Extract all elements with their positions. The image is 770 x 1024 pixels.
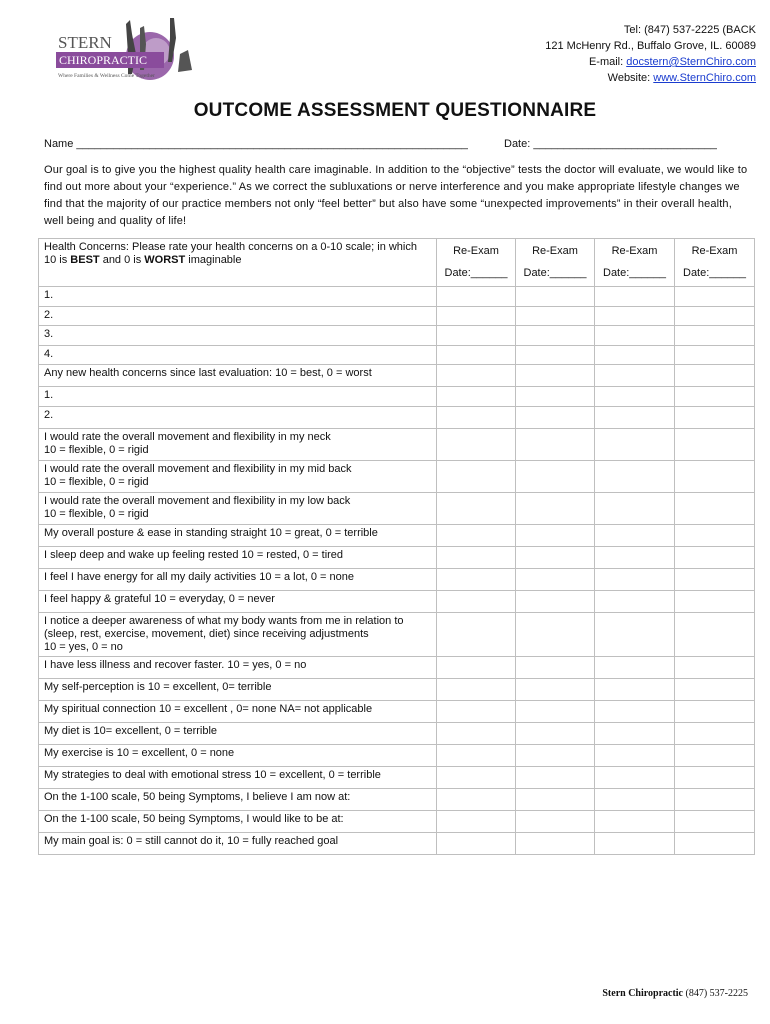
reexam-col-1	[437, 239, 516, 287]
answer-cell[interactable]	[437, 547, 516, 569]
website-link[interactable]: www.SternChiro.com	[653, 72, 756, 84]
question-cell	[39, 461, 437, 493]
table-row	[39, 789, 755, 811]
answer-cell[interactable]	[516, 723, 595, 745]
logo-name-top: STERN	[58, 33, 112, 52]
answer-cell[interactable]	[516, 745, 595, 767]
answer-cell[interactable]	[516, 287, 595, 307]
answer-cell[interactable]	[437, 723, 516, 745]
answer-cell[interactable]	[437, 307, 516, 326]
email-link[interactable]: docstern@SternChiro.com	[626, 56, 756, 68]
table-header-row	[39, 239, 755, 287]
answer-cell[interactable]	[595, 387, 675, 407]
question-cell	[39, 723, 437, 745]
question-text: 2.	[44, 409, 54, 421]
table-row	[39, 287, 755, 307]
answer-cell[interactable]	[675, 346, 755, 365]
question-text: On the 1-100 scale, 50 being Symptoms, I believe I am now at:	[44, 791, 351, 803]
answer-cell[interactable]	[595, 789, 675, 811]
question-cell	[39, 307, 437, 326]
table-row	[39, 407, 755, 429]
answer-cell[interactable]	[595, 493, 675, 525]
answer-cell[interactable]	[437, 745, 516, 767]
reexam-col-3	[595, 239, 675, 287]
header-text-mid: and 0 is	[99, 254, 145, 266]
question-cell	[39, 287, 437, 307]
question-cell	[39, 657, 437, 679]
question-cell	[39, 407, 437, 429]
table-row	[39, 387, 755, 407]
answer-cell[interactable]	[675, 429, 755, 461]
question-cell	[39, 591, 437, 613]
name-field[interactable]: Name ________________________________________________________________	[44, 138, 468, 150]
answer-cell[interactable]	[675, 525, 755, 547]
question-cell	[39, 346, 437, 365]
answer-cell[interactable]	[516, 461, 595, 493]
answer-cell[interactable]	[675, 679, 755, 701]
name-date-row	[44, 138, 744, 150]
answer-cell[interactable]	[675, 287, 755, 307]
reexam-date[interactable]: Date:______	[683, 267, 746, 279]
answer-cell[interactable]	[595, 407, 675, 429]
answer-cell[interactable]	[437, 429, 516, 461]
table-row	[39, 365, 755, 387]
answer-cell[interactable]	[437, 461, 516, 493]
answer-cell[interactable]	[595, 767, 675, 789]
table-row	[39, 657, 755, 679]
reexam-label: Re-Exam	[691, 245, 738, 257]
reexam-date[interactable]: Date:______	[603, 267, 666, 279]
question-cell	[39, 767, 437, 789]
reexam-col-4	[675, 239, 755, 287]
answer-cell[interactable]	[437, 657, 516, 679]
question-text: 1.	[44, 289, 54, 301]
question-text: I sleep deep and wake up feeling rested 10 = rested, 0 = tired	[44, 549, 344, 561]
date-field[interactable]: Date: ______________________________	[504, 138, 717, 150]
table-row	[39, 679, 755, 701]
answer-cell[interactable]	[675, 307, 755, 326]
answer-cell[interactable]	[595, 679, 675, 701]
answer-cell[interactable]	[675, 326, 755, 346]
question-cell	[39, 493, 437, 525]
question-text: My main goal is: 0 = still cannot do it, 10 = fully reached goal	[44, 835, 339, 847]
header-text-post: imaginable	[185, 254, 242, 266]
answer-cell[interactable]	[595, 811, 675, 833]
answer-cell[interactable]	[595, 429, 675, 461]
reexam-date[interactable]: Date:______	[444, 267, 508, 279]
answer-cell[interactable]	[595, 287, 675, 307]
question-cell	[39, 387, 437, 407]
answer-cell[interactable]	[516, 789, 595, 811]
question-text: Any new health concerns since last evaluation: 10 = best, 0 = worst	[44, 367, 372, 379]
answer-cell[interactable]	[595, 723, 675, 745]
question-text: My strategies to deal with emotional stress 10 = excellent, 0 = terrible	[44, 769, 381, 781]
intro-paragraph: Our goal is to give you the highest quality health care imaginable. In addition to the “objective” tests the doctor will evaluate, we would like to find out more about your “experience.” As we correct the subluxations or nerve interference and you make appropriate lifestyle changes we find that the majority of our practice members not only “feel better” but also have some “unexpected improvements” in their overall health, well being and quality of life!	[44, 164, 748, 227]
table-row	[39, 307, 755, 326]
question-text: I feel happy & grateful 10 = everyday, 0 = never	[44, 593, 275, 605]
answer-cell[interactable]	[595, 657, 675, 679]
answer-cell[interactable]	[516, 326, 595, 346]
answer-cell[interactable]	[675, 461, 755, 493]
answer-cell[interactable]	[516, 701, 595, 723]
answer-cell[interactable]	[516, 307, 595, 326]
answer-cell[interactable]	[595, 326, 675, 346]
answer-cell[interactable]	[437, 613, 516, 657]
logo-tagline: Where Families & Wellness Come Together	[58, 73, 155, 79]
question-cell	[39, 429, 437, 461]
answer-cell[interactable]	[675, 701, 755, 723]
table-row	[39, 613, 755, 657]
answer-cell[interactable]	[516, 657, 595, 679]
reexam-col-2	[516, 239, 595, 287]
header-best: BEST	[70, 254, 100, 266]
question-cell	[39, 833, 437, 855]
question-text: My exercise is 10 = excellent, 0 = none	[44, 747, 235, 759]
header-text-pre: Health Concerns: Please rate your health concerns on a 0-10 scale; in which 10 is	[44, 241, 417, 266]
question-text: 4.	[44, 348, 54, 360]
answer-cell[interactable]	[516, 569, 595, 591]
question-text: My overall posture & ease in standing straight 10 = great, 0 = terrible	[44, 527, 378, 539]
table-row	[39, 745, 755, 767]
logo-graphic	[52, 14, 202, 86]
question-text: I would rate the overall movement and flexibility in my low back	[44, 495, 351, 507]
question-cell	[39, 789, 437, 811]
answer-cell[interactable]	[675, 745, 755, 767]
answer-cell[interactable]	[675, 723, 755, 745]
question-text: 3.	[44, 328, 54, 340]
question-cell	[39, 525, 437, 547]
table-row	[39, 767, 755, 789]
answer-cell[interactable]	[595, 346, 675, 365]
answer-cell[interactable]	[437, 591, 516, 613]
answer-cell[interactable]	[516, 429, 595, 461]
answer-cell[interactable]	[516, 613, 595, 657]
table-row	[39, 493, 755, 525]
answer-cell[interactable]	[437, 365, 516, 387]
table-row	[39, 833, 755, 855]
answer-cell[interactable]	[437, 287, 516, 307]
table-row	[39, 569, 755, 591]
question-cell	[39, 569, 437, 591]
answer-cell[interactable]	[516, 387, 595, 407]
question-cell	[39, 613, 437, 657]
question-cell	[39, 811, 437, 833]
answer-cell[interactable]	[437, 493, 516, 525]
question-cell	[39, 326, 437, 346]
question-cell	[39, 701, 437, 723]
question-text: On the 1-100 scale, 50 being Symptoms, I would like to be at:	[44, 813, 344, 825]
answer-cell[interactable]	[595, 365, 675, 387]
reexam-label: Re-Exam	[611, 245, 658, 257]
answer-cell[interactable]	[675, 657, 755, 679]
contact-website-line	[545, 70, 756, 86]
answer-cell[interactable]	[437, 326, 516, 346]
table-row	[39, 326, 755, 346]
answer-cell[interactable]	[516, 547, 595, 569]
header-worst: WORST	[144, 254, 186, 266]
answer-cell[interactable]	[437, 679, 516, 701]
website-label: Website:	[607, 72, 654, 84]
answer-cell[interactable]	[516, 407, 595, 429]
answer-cell[interactable]	[437, 811, 516, 833]
answer-cell[interactable]	[675, 811, 755, 833]
answer-cell[interactable]	[675, 767, 755, 789]
answer-cell[interactable]	[437, 346, 516, 365]
answer-cell[interactable]	[437, 525, 516, 547]
answer-cell[interactable]	[595, 547, 675, 569]
question-text: 10 = flexible, 0 = rigid	[44, 444, 149, 456]
answer-cell[interactable]	[595, 745, 675, 767]
table-row	[39, 429, 755, 461]
question-cell	[39, 547, 437, 569]
table-row	[39, 811, 755, 833]
health-concerns-header	[39, 239, 437, 287]
question-text: I would rate the overall movement and flexibility in my mid back	[44, 463, 352, 475]
contact-email-line	[545, 54, 756, 70]
answer-cell[interactable]	[516, 811, 595, 833]
footer-phone: (847) 537-2225	[683, 988, 748, 999]
table-row	[39, 547, 755, 569]
answer-cell[interactable]	[516, 493, 595, 525]
footer	[602, 988, 748, 999]
page-title: OUTCOME ASSESSMENT QUESTIONNAIRE	[193, 100, 597, 121]
question-text: My diet is 10= excellent, 0 = terrible	[44, 725, 218, 737]
question-text: 10 = yes, 0 = no	[44, 641, 123, 653]
answer-cell[interactable]	[437, 767, 516, 789]
answer-cell[interactable]	[595, 833, 675, 855]
answer-cell[interactable]	[437, 701, 516, 723]
logo-name-bottom: CHIROPRACTIC	[59, 53, 148, 67]
answer-cell[interactable]	[595, 701, 675, 723]
answer-cell[interactable]	[675, 569, 755, 591]
answer-cell[interactable]	[595, 613, 675, 657]
answer-cell[interactable]	[516, 365, 595, 387]
question-text: I notice a deeper awareness of what my body wants from me in relation to	[44, 615, 404, 627]
answer-cell[interactable]	[595, 591, 675, 613]
answer-cell[interactable]	[516, 525, 595, 547]
question-text: My self-perception is 10 = excellent, 0= terrible	[44, 681, 272, 693]
answer-cell[interactable]	[516, 679, 595, 701]
question-text: 10 = flexible, 0 = rigid	[44, 476, 149, 488]
stern-chiropractic-logo	[52, 14, 202, 86]
table-row	[39, 346, 755, 365]
answer-cell[interactable]	[675, 365, 755, 387]
question-text: I feel I have energy for all my daily activities 10 = a lot, 0 = none	[44, 571, 355, 583]
answer-cell[interactable]	[675, 833, 755, 855]
answer-cell[interactable]	[675, 613, 755, 657]
question-text: I would rate the overall movement and flexibility in my neck	[44, 431, 331, 443]
table-row	[39, 723, 755, 745]
answer-cell[interactable]	[675, 493, 755, 525]
questionnaire-table	[38, 238, 755, 855]
contact-tel: Tel: (847) 537-2225 (BACK	[623, 24, 756, 36]
table-row	[39, 461, 755, 493]
answer-cell[interactable]	[675, 407, 755, 429]
answer-cell[interactable]	[516, 833, 595, 855]
question-text: (sleep, rest, exercise, movement, diet) since receiving adjustments	[44, 628, 369, 640]
answer-cell[interactable]	[675, 591, 755, 613]
reexam-date[interactable]: Date:______	[523, 267, 587, 279]
question-text: 10 = flexible, 0 = rigid	[44, 508, 149, 520]
footer-name: Stern Chiropractic	[602, 988, 683, 999]
question-text: 2.	[44, 309, 54, 321]
answer-cell[interactable]	[675, 387, 755, 407]
question-text: 1.	[44, 389, 54, 401]
answer-cell[interactable]	[675, 789, 755, 811]
table-row	[39, 701, 755, 723]
question-text: I have less illness and recover faster. 10 = yes, 0 = no	[44, 659, 307, 671]
answer-cell[interactable]	[516, 346, 595, 365]
answer-cell[interactable]	[595, 461, 675, 493]
answer-cell[interactable]	[516, 591, 595, 613]
answer-cell[interactable]	[437, 387, 516, 407]
answer-cell[interactable]	[516, 767, 595, 789]
reexam-label: Re-Exam	[453, 245, 499, 257]
answer-cell[interactable]	[437, 569, 516, 591]
contact-address: 121 McHenry Rd., Buffalo Grove, IL. 60089	[545, 40, 756, 52]
question-text: My spiritual connection 10 = excellent , 0= none NA= not applicable	[44, 703, 373, 715]
answer-cell[interactable]	[595, 525, 675, 547]
question-cell	[39, 679, 437, 701]
answer-cell[interactable]	[437, 789, 516, 811]
answer-cell[interactable]	[595, 307, 675, 326]
reexam-label: Re-Exam	[532, 245, 578, 257]
question-cell	[39, 745, 437, 767]
answer-cell[interactable]	[675, 547, 755, 569]
question-cell	[39, 365, 437, 387]
answer-cell[interactable]	[595, 569, 675, 591]
table-row	[39, 591, 755, 613]
contact-info	[545, 22, 756, 86]
answer-cell[interactable]	[437, 407, 516, 429]
email-label: E-mail:	[588, 56, 627, 68]
answer-cell[interactable]	[437, 833, 516, 855]
table-row	[39, 525, 755, 547]
